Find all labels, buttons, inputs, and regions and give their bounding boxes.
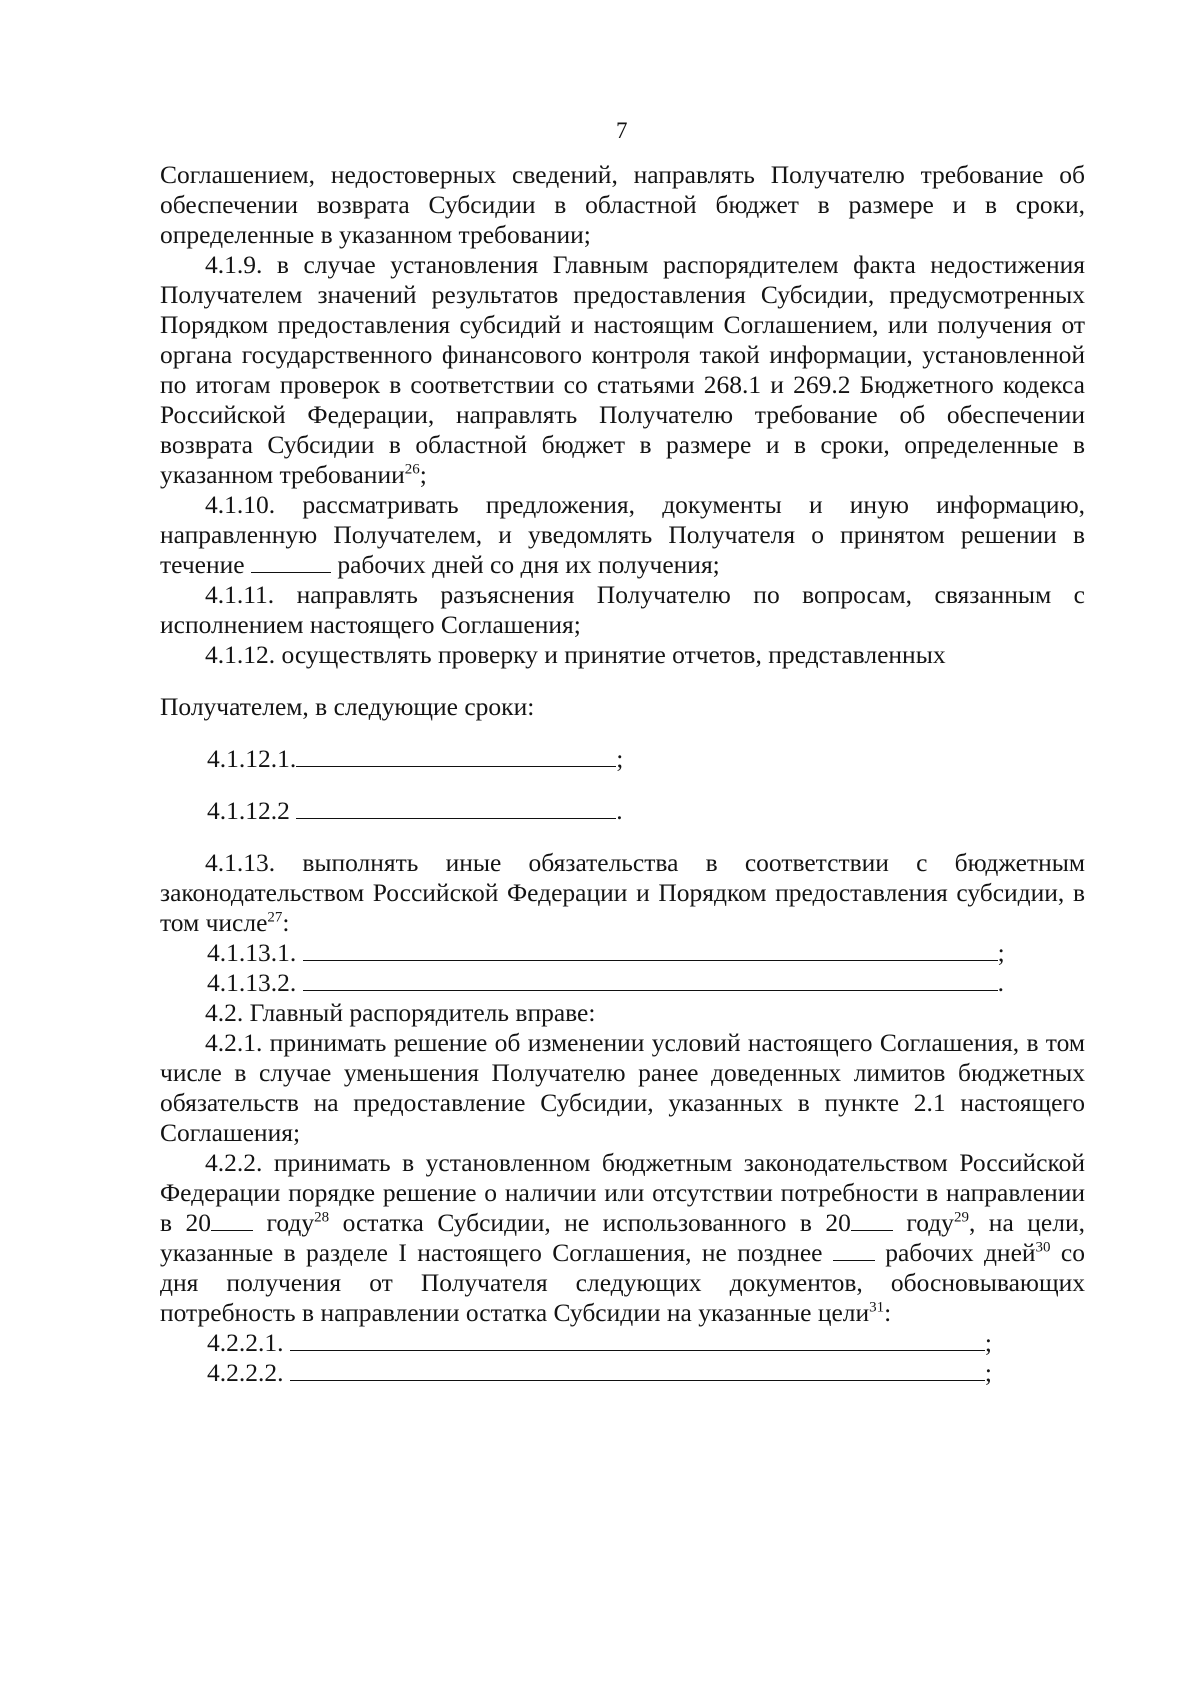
page-number: 7: [616, 118, 628, 143]
paragraph-4-2-1: 4.2.1. принимать решение об изменении условий настоящего Соглашения, в том числе в случае уменьшения Получателю ранее доведенных лимитов бюджетных обязательств на предоставление Субсидии, указанных в пункте 2.1 настоящего Соглашения;: [160, 1028, 1085, 1147]
blank-year-field: [851, 1210, 893, 1231]
blank-year-field: [211, 1210, 253, 1231]
item-4-2-2-2: 4.2.2.2. ;: [207, 1358, 992, 1387]
document-body: [160, 160, 1085, 1388]
footnote-ref-31: 31: [869, 1299, 885, 1316]
paragraph-4-1-10: 4.1.10. рассматривать предложения, документы и иную информацию, направленную Получателем, и уведомлять Получателя о принятом решении в течение рабочих дней со дня их получения;: [160, 490, 1085, 579]
item-4-2-2-1: 4.2.2.1. ;: [207, 1328, 992, 1357]
paragraph-4-1-9: 4.1.9. в случае установления Главным распорядителем факта недостижения Получателем значений результатов предоставления Субсидии, предусмотренных Порядком предоставления субсидий и настоящим Соглашением, или получения от органа государственного финансового контроля такой информации, установленной по итогам проверок в соответствии со статьями 268.1 и 269.2 Бюджетного кодекса Российской Федерации, направлять Получателю требование об обеспечении возврата Субсидии в областной бюджет в размере и в сроки, определенные в указанном требовании$^{26}$;: [160, 250, 1085, 489]
paragraph-4-2: 4.2. Главный распорядитель вправе:: [205, 998, 596, 1027]
blank-line: [296, 798, 616, 819]
paragraph-4-1-12-continuation: Получателем, в следующие сроки:: [160, 692, 535, 721]
blank-days-field: [833, 1240, 875, 1261]
paragraph-continuation: Соглашением, недостоверных сведений, направлять Получателю требование об обеспечении возврата Субсидии в областной бюджет в размере и в сроки, определенные в указанном требовании;: [160, 160, 1085, 249]
item-4-1-12-1: 4.1.12.1. ;: [207, 744, 624, 773]
blank-line: [296, 746, 616, 767]
paragraph-4-2-2: 4.2.2. принимать в установленном бюджетным законодательством Российской Федерации порядке решение о наличии или отсутствии потребности в направлении в 20 году$^{28}$ остатка Субсидии, не использованного в 20 году$^{29}$, на цели, указанные в разделе I настоящего Соглашения, не позднее рабочих дней$^{30}$ со дня получения от Получателя следующих документов, обосновывающих потребность в направлении остатка Субсидии на указанные цели$^{31}$:: [160, 1148, 1085, 1327]
blank-line: [290, 1360, 985, 1381]
footnote-ref-30: 30: [1035, 1239, 1051, 1256]
footnote-ref-27: 27: [267, 909, 283, 926]
blank-line: [290, 1330, 985, 1351]
item-4-1-13-2: 4.1.13.2. .: [207, 968, 1004, 997]
blank-days-field: [251, 552, 331, 573]
item-4-1-12-2: 4.1.12.2 .: [207, 796, 623, 825]
blank-line: [303, 940, 998, 961]
paragraph-4-1-13: 4.1.13. выполнять иные обязательства в соответствии с бюджетным законодательством Российской Федерации и Порядком предоставления субсидии, в том числе$^{27}$:: [160, 848, 1085, 937]
item-4-1-13-1: 4.1.13.1. ;: [207, 938, 1005, 967]
footnote-ref-29: 29: [953, 1209, 969, 1226]
paragraph-4-1-12: 4.1.12. осуществлять проверку и принятие отчетов, представленных: [205, 640, 946, 669]
footnote-ref-26: 26: [404, 461, 420, 478]
blank-line: [303, 970, 998, 991]
paragraph-4-1-11: 4.1.11. направлять разъяснения Получателю по вопросам, связанным с исполнением настоящего Соглашения;: [160, 580, 1085, 639]
footnote-ref-28: 28: [314, 1209, 330, 1226]
